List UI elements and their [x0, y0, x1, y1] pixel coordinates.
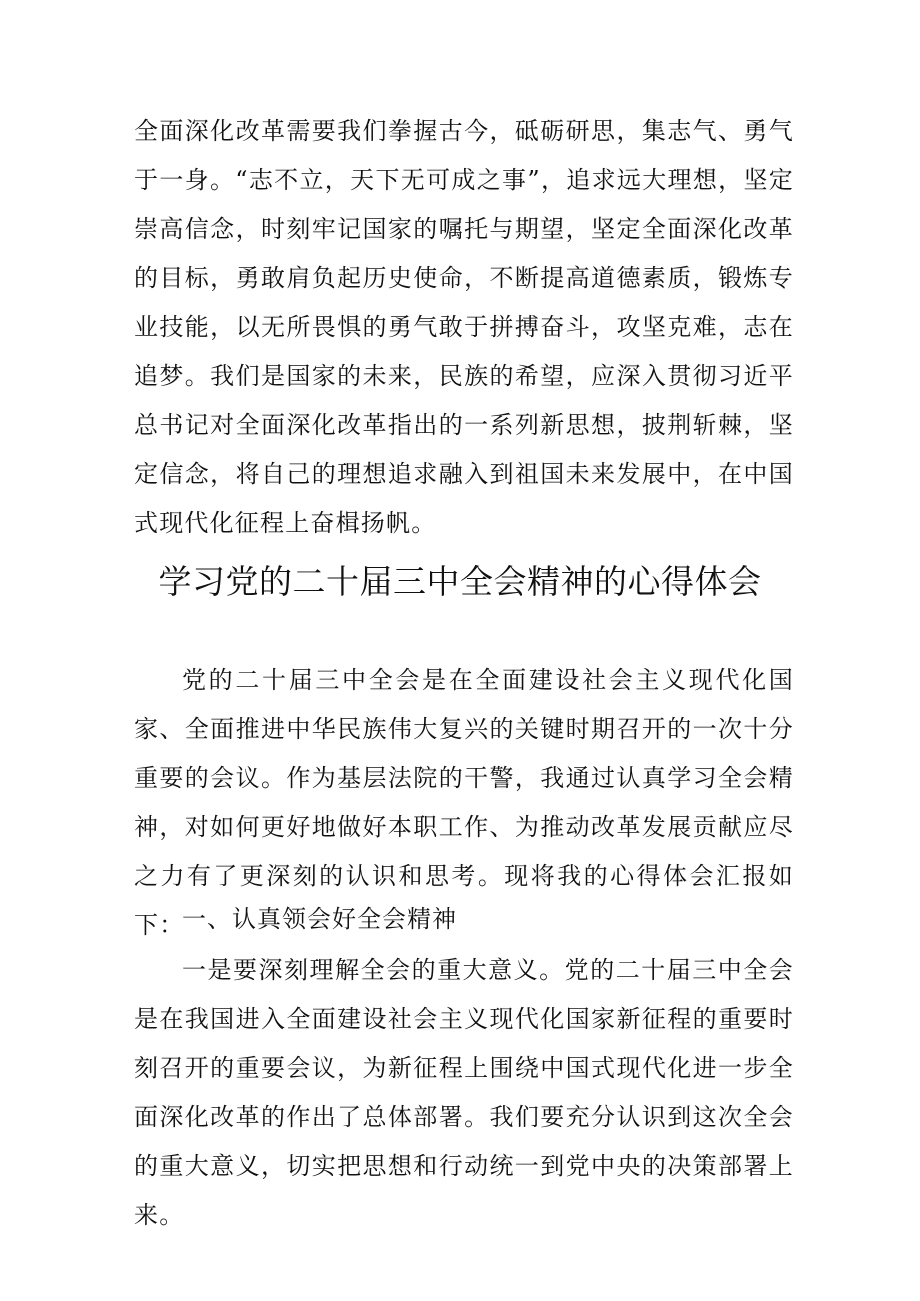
body-paragraph-section-1: 一是要深刻理解全会的重大意义。党的二十届三中全会是在我国进入全面建设社会主义现代化国家新征程的重要时刻召开的重要会议，为新征程上围绕中国式现代化进一步全面深化改革的作出了总体部署。我们要充分认识到这次全会的重大意义，切实把思想和行动统一到党中央的决策部署上来。 [134, 956, 794, 1229]
body-paragraph-intro: 党的二十届三中全会是在全面建设社会主义现代化国家、全面推进中华民族伟大复兴的关键时期召开的一次十分重要的会议。作为基层法院的干警，我通过认真学习全会精神，对如何更好地做好本职工作、为推动改革发展贡献应尽之力有了更深刻的认识和思考。现将我的心得体会汇报如下： [134, 666, 794, 939]
document-title: 学习党的二十届三中全会精神的心得体会 [158, 562, 762, 601]
body-paragraph-reform: 全面深化改革需要我们拳握古今，砥砺研思，集志气、勇气于一身。“志不立，天下无可成之事”，追求远大理想，坚定崇高信念，时刻牢记国家的嘱托与期望，坚定全面深化改革的目标，勇敢肩负起历史使命，不断提高道德素质，锻炼专业技能，以无所畏惧的勇气敢于拼搏奋斗，攻坚克难，志在追梦。我们是国家的未来，民族的希望，应深入贯彻习近平总书记对全面深化改革指出的一系列新思想，披荆斩棘，坚定信念，将自己的理想追求融入到祖国未来发展中，在中国式现代化征程上奋楫扬帆。 [134, 117, 794, 537]
section-heading-1: 一、认真领会好全会精神 [182, 905, 457, 933]
